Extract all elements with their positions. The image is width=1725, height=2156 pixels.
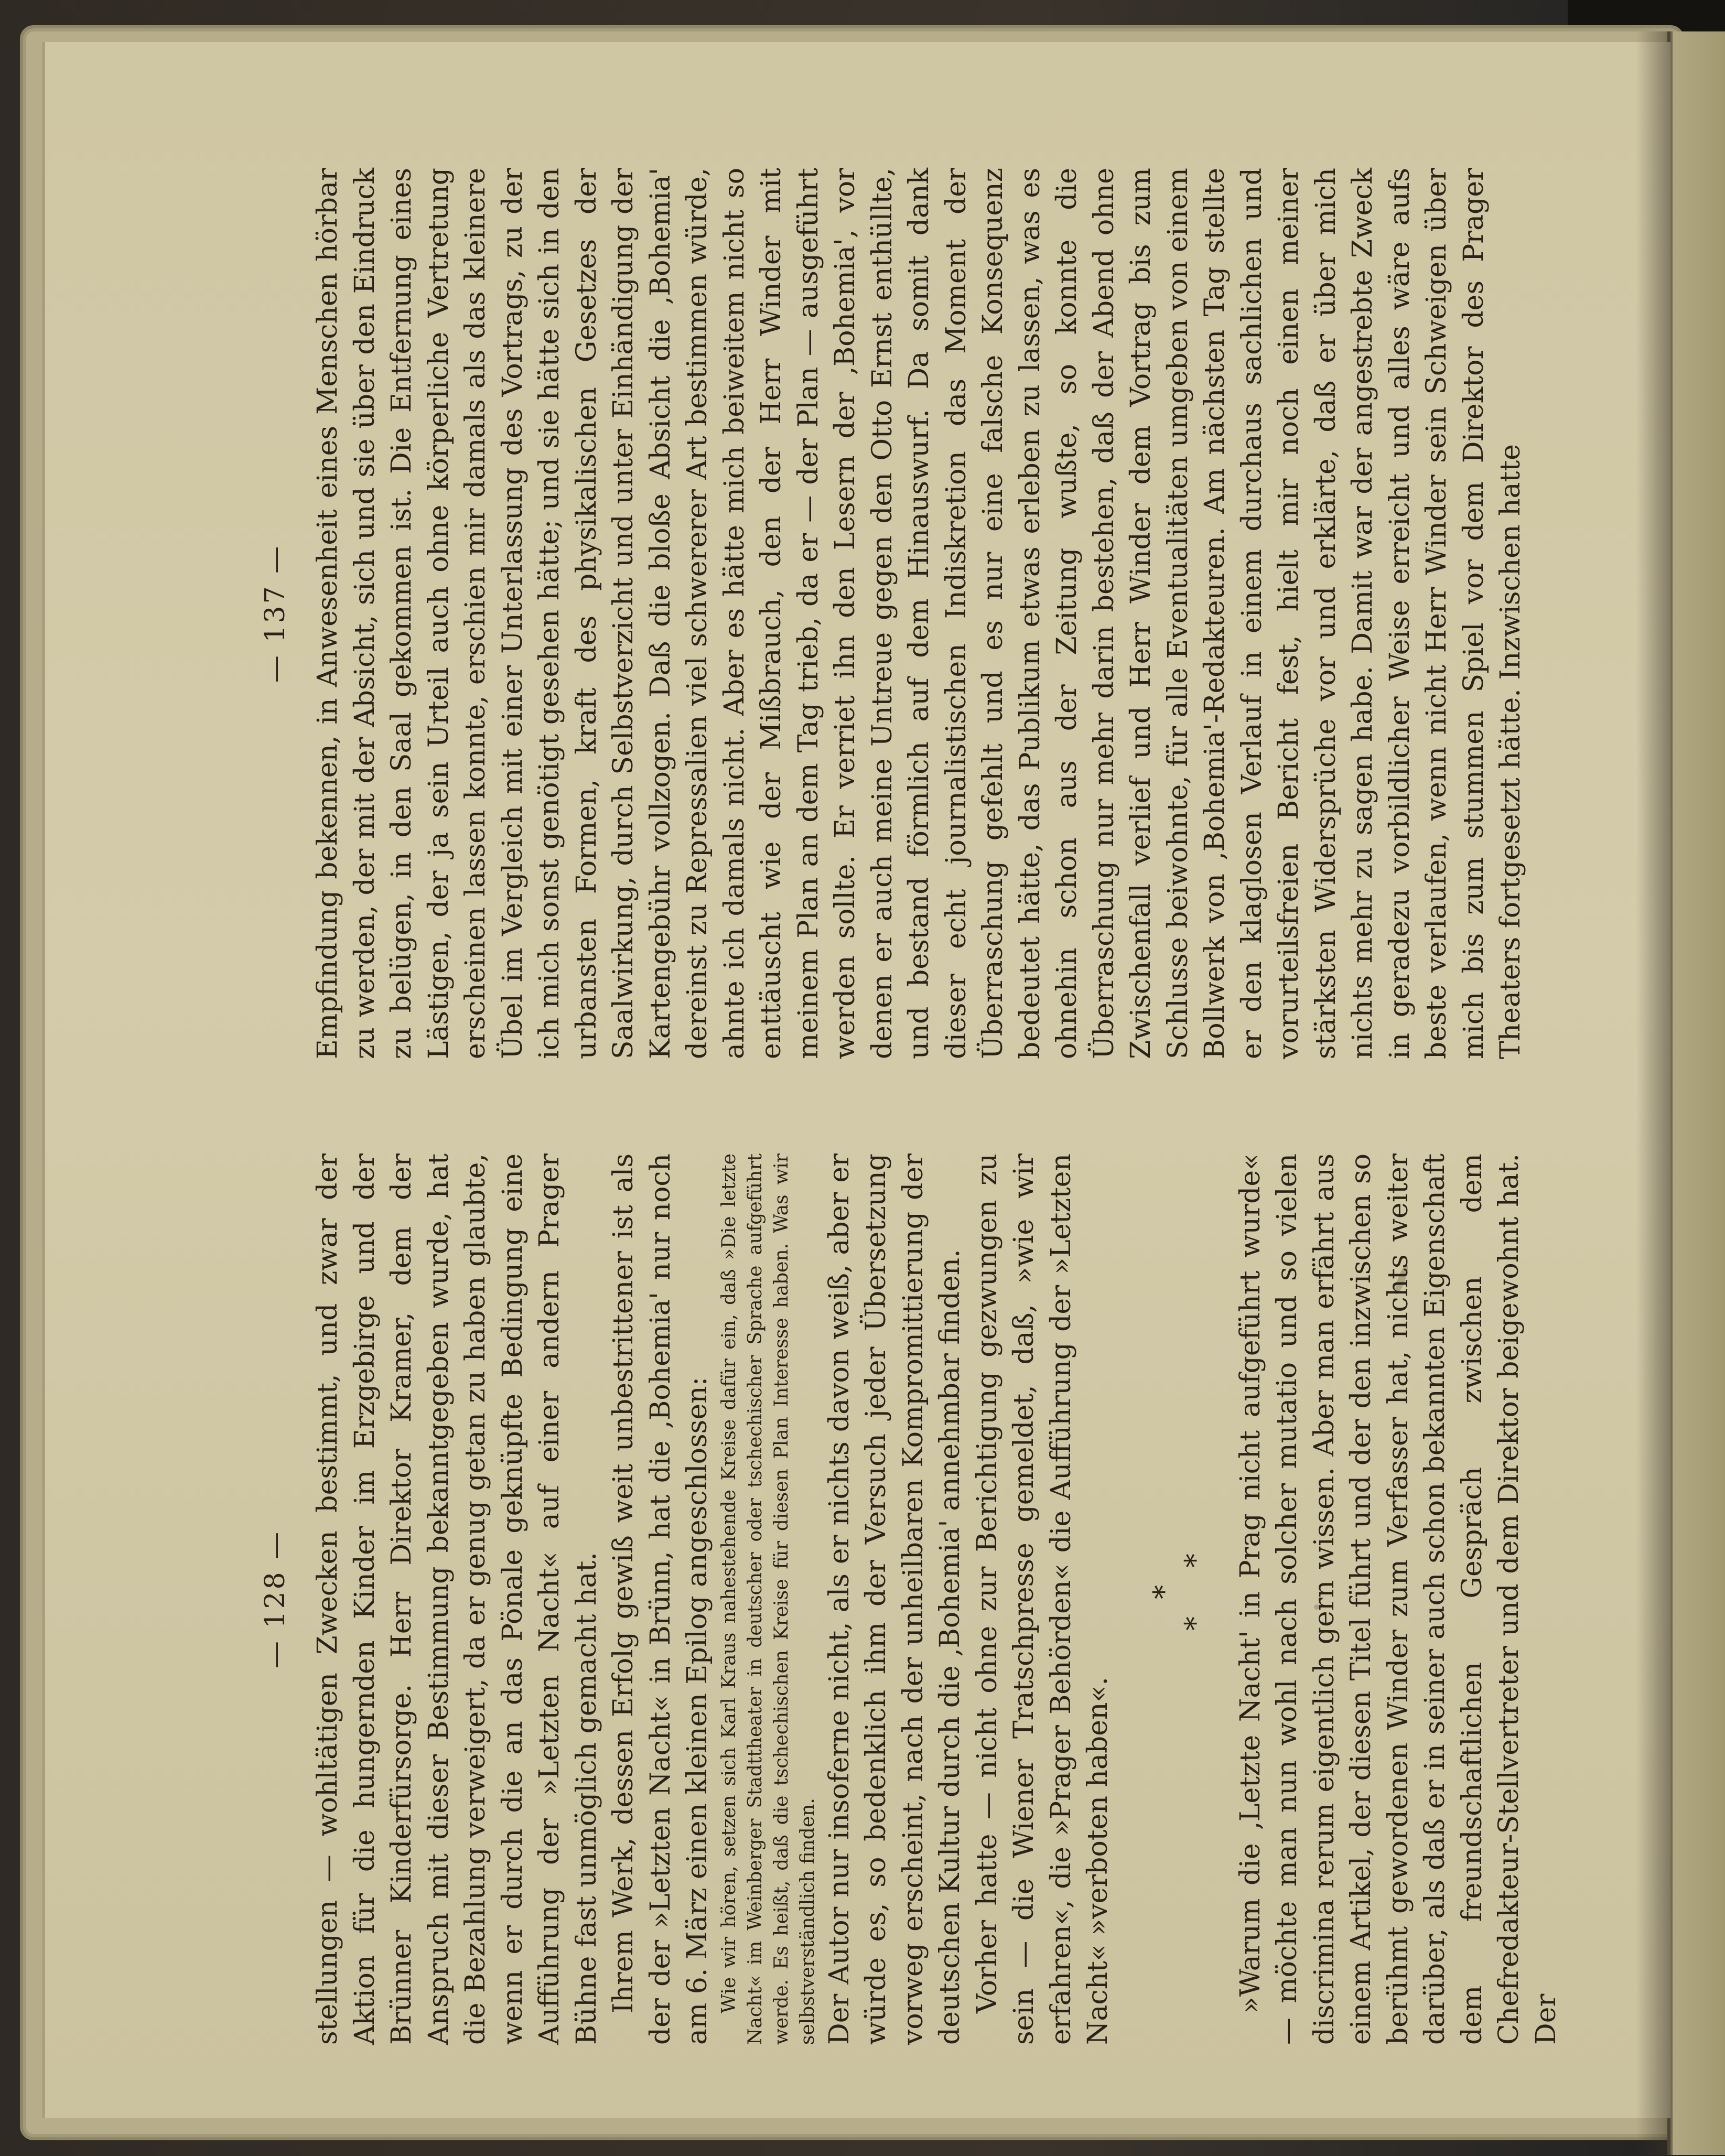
star-3: *: [1178, 1554, 1212, 1568]
page-number-137: — 137 —: [260, 544, 291, 683]
page-128: [252, 1154, 1562, 2045]
section-stars: [1117, 1154, 1232, 2045]
spine-shadow: [1636, 31, 1673, 2155]
paragraph-2: Ihrem Werk, dessen Erfolg gewiß weit unbestrittener ist als der der »Letzten Nacht« in Brünn, hat die ‚Bohemia' nur noch am 6. März einen kleinen Epilog angeschlossen:: [608, 1154, 713, 2045]
rotated-spread: [252, 157, 1562, 2045]
paragraph-1: stellungen — wohltätigen Zwecken bestimmt, und zwar der Aktion für die hungernden Kinder im Erzgebirge und der Brünner Kinderfürsorge. Herr Direktor Kramer, dem der Anspruch mit dieser Bestimmung bekanntgegeben wurde, hat die Bezahlung verweigert, da er genug getan zu haben glaubte, wenn er durch die an das Pönale geknüpfte Bedingung eine Aufführung der »Letzten Nacht« auf einer andern Prager Bühne fast unmöglich gemacht hat.: [312, 1154, 602, 2045]
star-1: *: [1178, 1616, 1212, 1631]
text-column-137: [309, 168, 1529, 1059]
paragraph-1: Empfindung bekennen, in Anwesenheit eines Menschen hörbar zu werden, der mit der Absicht, sich und sie über den Eindruck zu belügen, in den Saal gekommen ist. Die Entfernung eines Lästigen, der ja sein Urteil auch ohne körperliche Vertretung erscheinen lassen konnte, erschien mir damals als das kleinere Übel im Vergleich mit einer Unterlassung des Vortrags, zu der ich mich sonst genötigt gesehen hätte; und sie hätte sich in den urbansten Formen, kraft des physikalischen Gesetzes der Saalwirkung, durch Selbstverzicht und unter Einhändigung der Kartengebühr vollzogen. Daß die bloße Absicht die ‚Bohemia' dereinst zu Repressalien viel schwererer Art bestimmen würde, ahnte ich damals nicht. Aber es hätte mich beiweitem nicht so enttäuscht wie der Mißbrauch, den der Herr Winder mit meinem Plan an dem Tag trieb, da er — der Plan — ausgeführt werden sollte. Er verriet ihn den Lesern der ‚Bohemia', vor denen er auch meine Untreue gegen den Otto Ernst enthüllte, und bestand förmlich auf dem Hinauswurf. Da somit dank dieser echt journalistischen Indiskretion das Moment der Überraschung gefehlt und es nur eine falsche Konsequenz bedeutet hätte, das Publikum etwas erleben zu lassen, was es ohnehin schon aus der Zeitung wußte, so konnte die Überraschung nur mehr darin bestehen, daß der Abend ohne Zwischenfall verlief und Herr Winder dem Vortrag bis zum Schlusse beiwohnte, für alle Eventualitäten umgeben von einem Bollwerk von ‚Bohemia'-Redakteuren. Am nächsten Tag stellte er den klaglosen Verlauf in einem durchaus sachlichen und vorurteilsfreien Bericht fest, hielt mir noch einen meiner stärksten Widersprüche vor und erklärte, daß er über mich nichts mehr zu sagen habe. Damit war der angestrebte Zweck in geradezu vorbildlicher Weise erreicht und alles wäre aufs beste verlaufen, wenn nicht Herr Winder sein Schweigen über mich bis zum stummen Spiel vor dem Direktor des Prager Theaters fortgesetzt hätte. Inzwischen hatte: [312, 168, 1526, 1059]
paragraph-3: Der Autor nur insoferne nicht, als er nichts davon weiß, aber er würde es, so bedenklich ihm der Versuch jeder Übersetzung vorweg erscheint, nach der unheilbaren Kompromittierung der deutschen Kultur durch die ‚Bohemia' annehmbar finden.: [823, 1154, 966, 2045]
paragraph-4: Vorher hatte — nicht ohne zur Berichtigung gezwungen zu sein — die Wiener Tratschpresse gemeldet, daß, »wie wir erfahren«, die »Prager Behörden« die Aufführung der »Letzten Nacht« »verboten haben«.: [971, 1154, 1114, 2045]
page-number-128: — 128 —: [260, 1529, 291, 1669]
page-137: [252, 168, 1526, 1059]
next-page-edge: [1667, 31, 1725, 2155]
paragraph-5: »Warum die ‚Letzte Nacht' in Prag nicht aufgeführt wurde« — möchte man nun wohl nach solcher mutatio und so vielen discrimina rerum eigentlich gern wissen. Aber man erfährt aus einem Artikel, der diesen Titel führt und der den inzwischen so berühmt gewordenen Winder zum Verfasser hat, nichts weiter darüber, als daß er in seiner auch schon bekannten Eigenschaft dem freundschaftlichen Gespräch zwischen dem Chefredakteur-Stellvertreter und dem Direktor beigewohnt hat. Der: [1234, 1154, 1562, 2045]
text-column-128: [309, 1154, 1565, 2045]
quote-block: Wie wir hören, setzen sich Karl Kraus nahestehende Kreise dafür ein, daß »Die letzte Nacht« im Weinberger Stadttheater in deutscher oder tschechischer Sprache aufgeführt werde. Es heißt, daß die tschechischen Kreise für diesen Plan Interesse haben. Was wir selbstverständlich finden.: [718, 1154, 818, 2045]
star-2: *: [1147, 1585, 1180, 1599]
